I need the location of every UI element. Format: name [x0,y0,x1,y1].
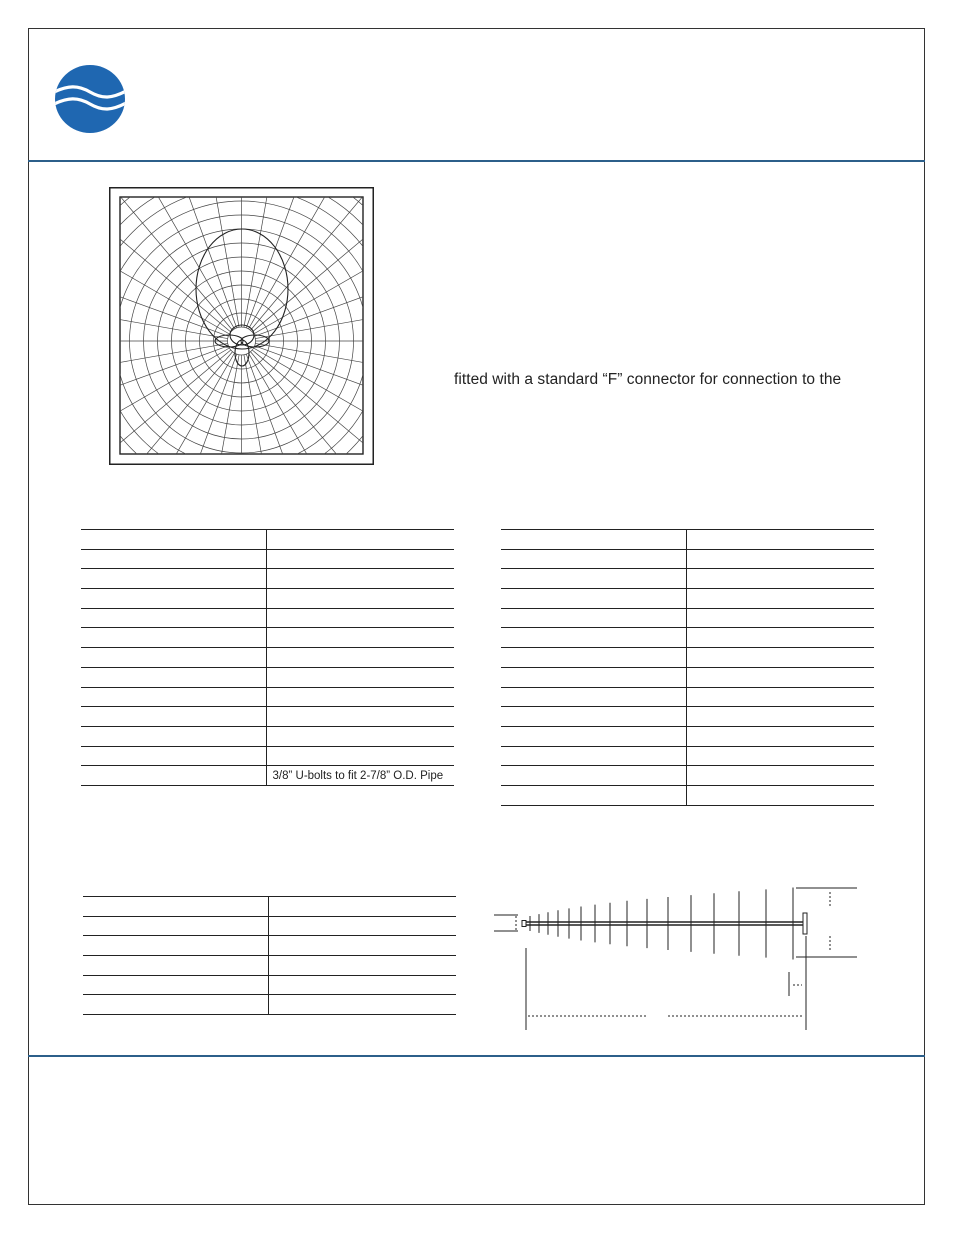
table-row [501,530,874,550]
table-row [81,589,454,609]
spec-value-cell [266,608,454,628]
table-row [81,766,454,786]
spec-value-cell [266,667,454,687]
spec-label-cell [81,707,266,727]
table-row [501,726,874,746]
spec-value-cell [266,746,454,766]
spec-value-cell [686,766,874,786]
spec-label-cell [501,707,686,727]
wave-globe-logo-icon [54,64,126,134]
spec-label-cell [501,569,686,589]
spec-label-cell [81,726,266,746]
spec-value-cell [266,628,454,648]
spec-label-cell [81,628,266,648]
spec-value-cell [686,726,874,746]
table-row [83,936,456,956]
spec-label-cell [81,608,266,628]
spec-label-cell [81,687,266,707]
spec-value-cell: 3/8” U-bolts to fit 2-7/8” O.D. Pipe [266,766,454,786]
spec-label-cell [501,687,686,707]
table-row [501,766,874,786]
footer-divider [28,1055,925,1057]
spec-table-bottom [83,896,456,1015]
table-row [501,746,874,766]
spec-label-cell [501,608,686,628]
spec-value-cell [686,549,874,569]
spec-label-cell [81,648,266,668]
spec-label-cell [501,549,686,569]
spec-label-cell [501,589,686,609]
table-row [501,785,874,805]
spec-label-cell [501,746,686,766]
spec-value-cell [268,936,456,956]
spec-value-cell [266,569,454,589]
spec-label-cell [83,897,268,917]
spec-value-cell [686,628,874,648]
table-row [83,956,456,976]
spec-value-cell [686,608,874,628]
table-row [83,975,456,995]
spec-table-left [81,529,454,786]
table-row [501,628,874,648]
spec-label-cell [501,628,686,648]
spec-value-cell [686,687,874,707]
spec-value-cell [266,687,454,707]
spec-value-cell [686,589,874,609]
spec-value-cell [268,897,456,917]
table-row [83,916,456,936]
spec-label-cell [81,667,266,687]
spec-label-cell [501,530,686,550]
table-row [81,667,454,687]
spec-value-cell [686,648,874,668]
spec-value-cell [266,707,454,727]
table-row [501,667,874,687]
table-row [81,549,454,569]
spec-value-cell [266,589,454,609]
polar-radiation-pattern-icon [109,187,374,465]
table-row [81,687,454,707]
table-row [81,648,454,668]
table-row [81,628,454,648]
table-row [81,707,454,727]
table-row [81,746,454,766]
spec-label-cell [83,936,268,956]
table-row [501,687,874,707]
table-row [501,549,874,569]
spec-label-cell [81,746,266,766]
spec-value-cell [686,785,874,805]
spec-table-right [501,529,874,806]
spec-label-cell [81,569,266,589]
spec-value-cell [686,530,874,550]
spec-value-cell [266,530,454,550]
spec-value-cell [268,956,456,976]
spec-label-cell [501,648,686,668]
spec-value-cell [266,648,454,668]
header-divider [28,160,925,162]
table-row [501,589,874,609]
spec-label-cell [501,726,686,746]
table-row [81,726,454,746]
table-row [81,569,454,589]
table-row [501,648,874,668]
spec-label-cell [81,549,266,569]
antenna-dimension-drawing-icon [490,884,860,1032]
table-row [501,707,874,727]
spec-value-cell [268,975,456,995]
spec-value-cell [268,916,456,936]
spec-label-cell [501,667,686,687]
spec-value-cell [266,726,454,746]
table-row [501,569,874,589]
table-row [81,530,454,550]
spec-label-cell [83,975,268,995]
spec-value-cell [686,667,874,687]
description-line: fitted with a standard “F” connector for connection to the [454,371,842,388]
table-row [501,608,874,628]
table-row [83,897,456,917]
spec-label-cell [81,589,266,609]
table-row [83,995,456,1015]
spec-value-cell [686,569,874,589]
spec-label-cell [81,766,266,786]
table-row [81,608,454,628]
spec-value-cell [266,549,454,569]
spec-label-cell [501,785,686,805]
spec-label-cell [83,956,268,976]
spec-label-cell [83,995,268,1015]
spec-label-cell [83,916,268,936]
spec-label-cell [81,530,266,550]
spec-label-cell [501,766,686,786]
spec-value-cell [686,746,874,766]
spec-value-cell [268,995,456,1015]
spec-value-cell [686,707,874,727]
